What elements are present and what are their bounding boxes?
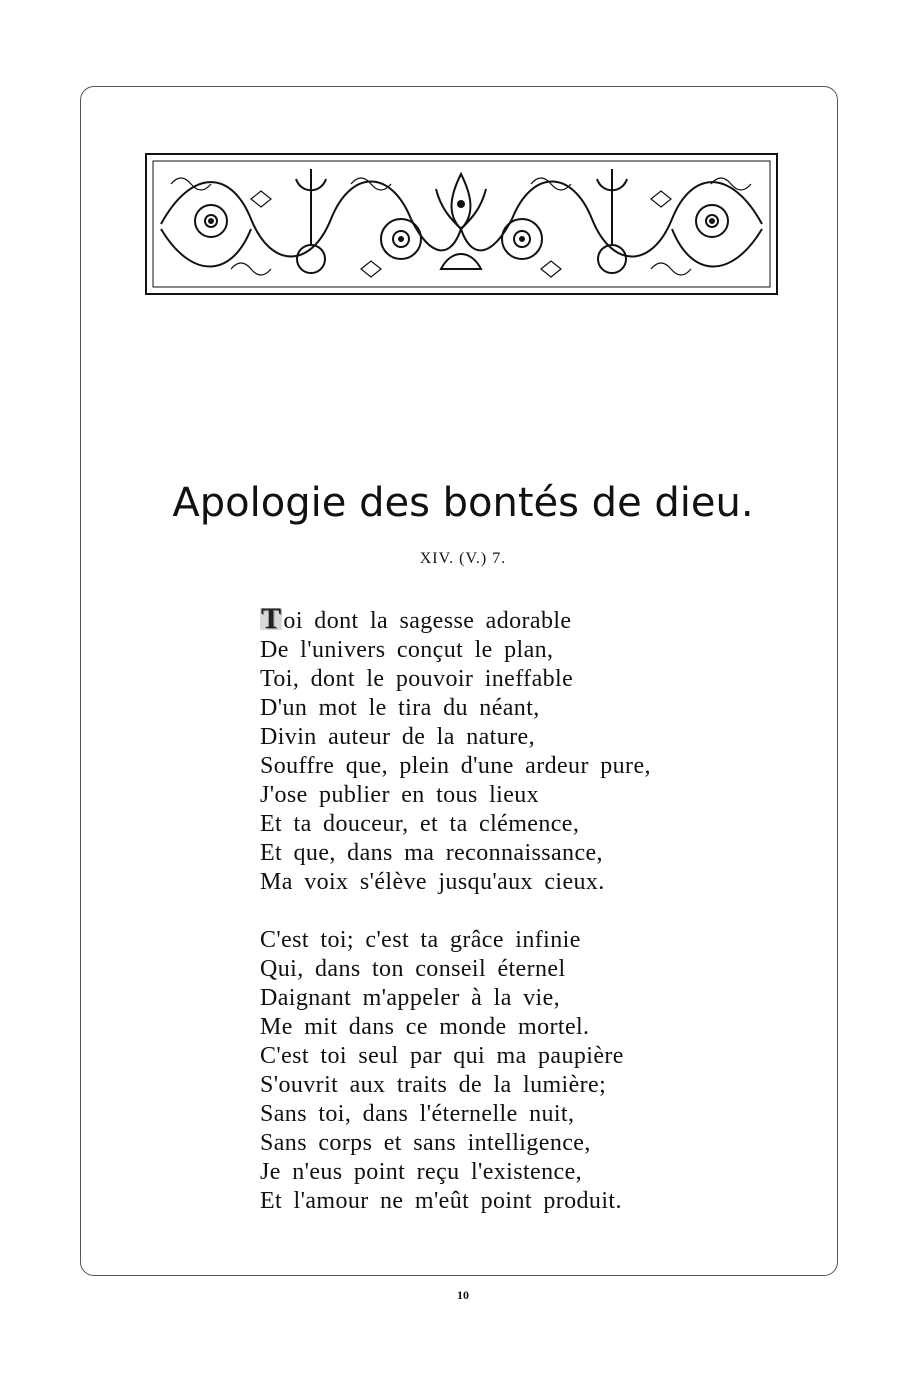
ornamental-header-band xyxy=(145,153,778,295)
verse-line: Sans toi, dans l'éternelle nuit, xyxy=(260,1101,575,1127)
verse-line: Et ta douceur, et ta clémence, xyxy=(260,811,580,837)
verse-line: Souffre que, plein d'une ardeur pure, xyxy=(260,753,651,779)
verse-line: Toi dont la sagesse adorable xyxy=(261,602,572,635)
verse-line: Daignant m'appeler à la vie, xyxy=(260,985,561,1011)
verse-line: Toi, dont le pouvoir ineffable xyxy=(260,666,574,692)
verse-line: Qui, dans ton conseil éternel xyxy=(260,956,566,982)
verse-line: Ma voix s'élève jusqu'aux cieux. xyxy=(260,869,605,895)
verse-line: Me mit dans ce monde mortel. xyxy=(260,1014,590,1040)
verse-line: J'ose publier en tous lieux xyxy=(260,782,540,808)
poem-title: Apologie des bontés de dieu. xyxy=(172,480,754,526)
verse-line: Je n'eus point reçu l'existence, xyxy=(260,1159,583,1185)
floral-arabesque-icon xyxy=(151,159,772,289)
verse-line: Et que, dans ma reconnaissance, xyxy=(260,840,603,866)
drop-cap-initial: T xyxy=(261,602,282,635)
verse-line: Divin auteur de la nature, xyxy=(260,724,535,750)
verse-line: Et l'amour ne m'eût point produit. xyxy=(260,1188,622,1214)
verse-line: Sans corps et sans intelligence, xyxy=(260,1130,591,1156)
verse-line: S'ouvrit aux traits de la lumière; xyxy=(260,1072,607,1098)
stanza-2 xyxy=(260,926,624,1216)
verse-line: D'un mot le tira du néant, xyxy=(260,695,540,721)
verse-line: C'est toi seul par qui ma paupière xyxy=(260,1043,624,1069)
stanza-1 xyxy=(260,602,651,897)
page-number: 10 xyxy=(457,1288,469,1302)
verse-line: C'est toi; c'est ta grâce infinie xyxy=(260,927,581,953)
poem-subtitle: XIV. (V.) 7. xyxy=(419,550,507,567)
verse-line: De l'univers conçut le plan, xyxy=(260,637,554,663)
